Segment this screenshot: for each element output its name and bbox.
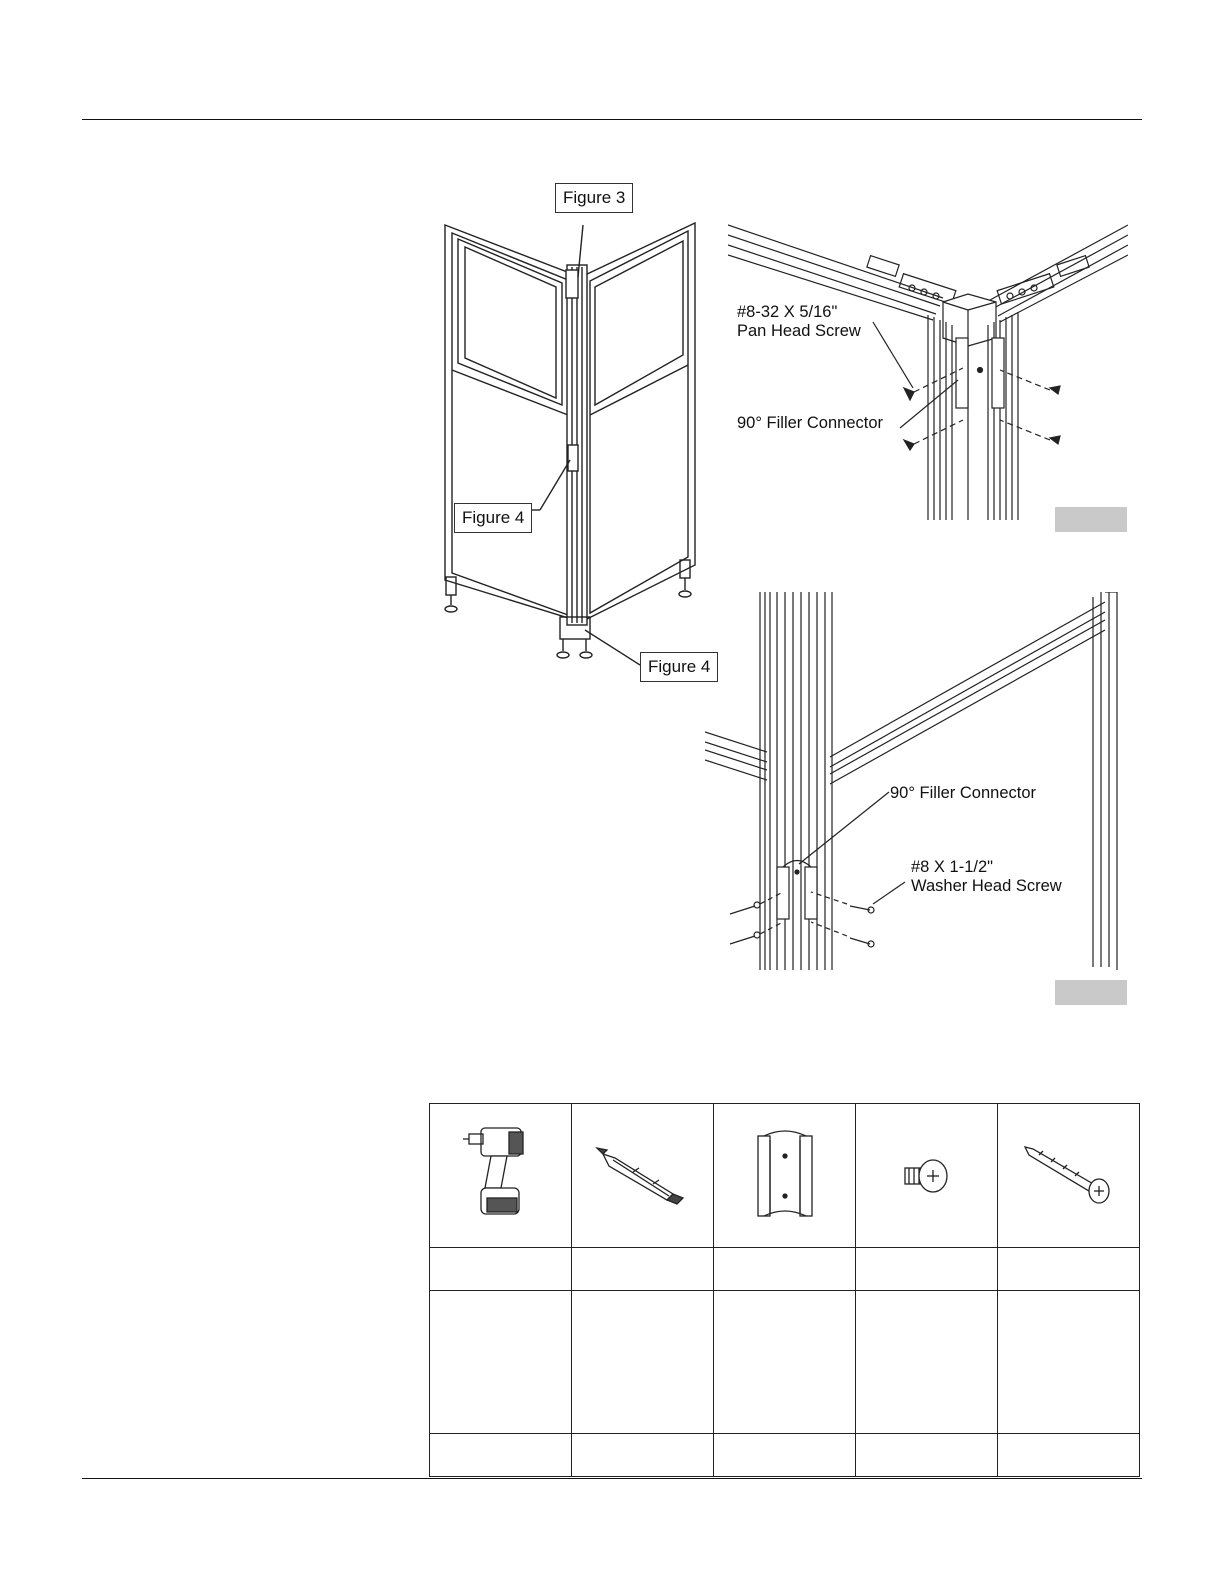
parts-cell-washer-screw xyxy=(998,1104,1140,1248)
parts-cell xyxy=(998,1248,1140,1291)
figure-4-tab xyxy=(1055,980,1127,1005)
figure-4-callout-bottom: Figure 4 xyxy=(640,652,718,682)
parts-table xyxy=(429,1103,1140,1477)
parts-row-4 xyxy=(430,1434,1140,1477)
pan-head-screw-icon xyxy=(897,1146,957,1206)
screwdriver-bit-icon xyxy=(593,1146,693,1206)
filler-connector-icon xyxy=(750,1126,820,1226)
parts-cell xyxy=(856,1291,998,1434)
figure-3-screw-size: #8-32 X 5/16" xyxy=(737,303,838,321)
parts-cell xyxy=(998,1291,1140,1434)
parts-cell-drill xyxy=(430,1104,572,1248)
parts-cell xyxy=(714,1434,856,1477)
parts-cell xyxy=(572,1291,714,1434)
parts-row-2 xyxy=(430,1248,1140,1291)
parts-row-3 xyxy=(430,1291,1140,1434)
parts-cell xyxy=(430,1248,572,1291)
figure-3-detail-illustration xyxy=(728,220,1128,522)
parts-cell xyxy=(998,1434,1140,1477)
parts-cell-bit xyxy=(572,1104,714,1248)
figure-4-screw-label xyxy=(911,858,1062,896)
drill-icon xyxy=(461,1118,541,1233)
figure-3-screw-type: Pan Head Screw xyxy=(737,322,861,340)
parts-cell xyxy=(856,1248,998,1291)
figure-3-screw-label xyxy=(737,303,861,341)
parts-image-row xyxy=(430,1104,1140,1248)
figure-4-detail-illustration xyxy=(705,592,1125,972)
parts-cell xyxy=(572,1248,714,1291)
parts-cell-pan-screw xyxy=(856,1104,998,1248)
washer-head-screw-icon xyxy=(1019,1141,1119,1211)
parts-cell xyxy=(856,1434,998,1477)
figure-3-connector-label: 90° Filler Connector xyxy=(737,414,883,432)
top-rule xyxy=(82,119,1142,120)
figure-4-callout-mid: Figure 4 xyxy=(454,503,532,533)
figure-3-tab xyxy=(1055,507,1127,532)
parts-cell xyxy=(714,1291,856,1434)
figure-4-connector-label: 90° Filler Connector xyxy=(890,784,1036,802)
parts-cell xyxy=(572,1434,714,1477)
figure-4-screw-type: Washer Head Screw xyxy=(911,877,1062,895)
parts-cell-connector xyxy=(714,1104,856,1248)
bottom-rule xyxy=(82,1478,1142,1479)
parts-cell xyxy=(714,1248,856,1291)
parts-cell xyxy=(430,1291,572,1434)
figure-3-callout: Figure 3 xyxy=(555,183,633,213)
figure-4-screw-size: #8 X 1-1/2" xyxy=(911,858,993,876)
parts-cell xyxy=(430,1434,572,1477)
overview-panel-illustration xyxy=(440,205,710,685)
